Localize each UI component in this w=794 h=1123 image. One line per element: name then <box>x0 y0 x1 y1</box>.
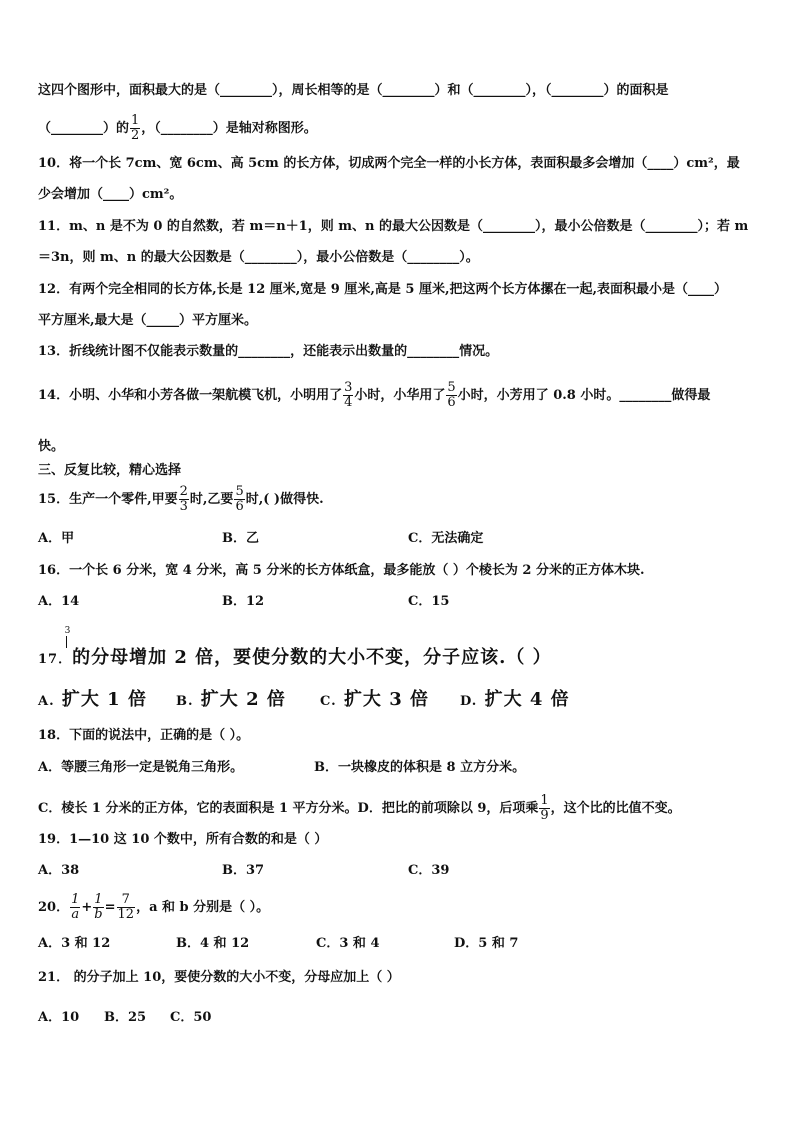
q18-option-a[interactable]: A．等腰三角形一定是锐角三角形。 <box>38 760 244 775</box>
q9-fraction: $\frac{1}{2}$ <box>131 113 140 143</box>
q21-text: 21． 的分子加上 10，要使分数的大小不变，分母应加上（ ） <box>38 970 400 985</box>
q20-option-b[interactable]: B．4 和 12 <box>176 936 250 951</box>
q15-part2: 时,乙要 <box>189 492 234 507</box>
q15-text <box>38 485 324 514</box>
q16-text: 16．一个长 6 分米，宽 4 分米，高 5 分米的长方体纸盒，最多能放（ ）个棱长为 2 分米的正方体木块. <box>38 563 645 578</box>
q16-option-a[interactable]: A．14 <box>38 594 80 609</box>
q20-fraction-1: $\frac{1}{a}$ <box>71 892 80 922</box>
q15-part3: 时,( )做得快. <box>245 492 324 507</box>
q10-line2: 少会增加（____）cm²。 <box>38 187 183 202</box>
q20-fraction-2: $\frac{1}{b}$ <box>94 892 103 922</box>
q20-options <box>38 936 518 952</box>
q14-fraction-1: $\frac{3}{4}$ <box>344 380 353 410</box>
q15-part1: 15．生产一个零件,甲要 <box>38 492 178 507</box>
section-3-title: 三、反复比较，精心选择 <box>38 463 182 478</box>
q20-option-d[interactable]: D．5 和 7 <box>454 936 519 951</box>
q21-option-c[interactable]: C．50 <box>170 1010 212 1025</box>
q9-line1: 这四个图形中，面积最大的是（________），周长相等的是（________）和（________），（________）的面积是 <box>38 83 669 98</box>
q11-line1: 11．m、n 是不为 0 的自然数，若 m＝n＋1，则 m、n 的最大公因数是（________），最小公倍数是（________）；若 m <box>38 219 749 234</box>
q16-option-b[interactable]: B．12 <box>222 594 265 609</box>
q16-option-c[interactable]: C．15 <box>408 594 450 609</box>
q9-line2-post: ，（________）是轴对称图形。 <box>141 121 317 136</box>
q19-options <box>38 863 449 879</box>
q21-options <box>38 1010 211 1026</box>
q17-fraction <box>64 626 71 648</box>
q17-text <box>38 647 552 671</box>
q21-option-a[interactable]: A．10 <box>38 1010 80 1025</box>
q15-option-a[interactable]: A．甲 <box>38 531 75 546</box>
q17-stem: 的分母增加 2 倍，要使分数的大小不变，分子应该.（ ） <box>72 647 552 668</box>
q12-line2: 平方厘米,最大是（_____）平方厘米。 <box>38 313 258 328</box>
q17-fraction-num: 3 <box>64 626 71 636</box>
q18-text: 18．下面的说法中，正确的是（ ）。 <box>38 728 250 743</box>
q14-fraction-2: $\frac{5}{6}$ <box>447 380 456 410</box>
q15-options <box>38 531 483 547</box>
q18-options-cd <box>38 794 681 823</box>
q20-stem: ，a 和 b 分别是（ ）。 <box>136 900 270 915</box>
q20-plus: + <box>81 900 93 915</box>
q17-options <box>38 689 570 713</box>
q14-part3: 小时，小芳用了 0.8 小时。________做得最 <box>457 388 711 403</box>
q14-line1 <box>38 381 710 410</box>
q9-line2 <box>38 114 317 143</box>
q10-line1: 10．将一个长 7cm、宽 6cm、高 5cm 的长方体，切成两个完全一样的小长方体，表面积最多会增加（____）cm²，最 <box>38 156 740 171</box>
q18-fraction: $\frac{1}{9}$ <box>540 793 549 823</box>
q19-option-c[interactable]: C．39 <box>408 863 450 878</box>
q20-option-c[interactable]: C．3 和 4 <box>316 936 380 951</box>
q14-line2: 快。 <box>38 439 65 454</box>
q18-option-cd-text[interactable]: C．棱长 1 分米的正方体，它的表面积是 1 平方分米。D．把比的前项除以 9，后项乘 <box>38 801 539 816</box>
q21-option-b[interactable]: B．25 <box>104 1010 147 1025</box>
q9-line2-pre: （________）的 <box>38 121 130 136</box>
q20-equals: = <box>104 900 116 915</box>
q17-option-c[interactable]: C. 扩大 3 倍 <box>320 689 429 710</box>
q20-text <box>38 893 269 922</box>
q16-options <box>38 594 449 610</box>
q17-number: 17． <box>38 652 73 667</box>
q15-option-c[interactable]: C．无法确定 <box>408 531 484 546</box>
q12-line1: 12．有两个完全相同的长方体,长是 12 厘米,宽是 9 厘米,高是 5 厘米,把这两个长方体摞在一起,表面积最小是（____） <box>38 282 728 297</box>
q14-part2: 小时，小华用了 <box>354 388 446 403</box>
q14-part1: 14．小明、小华和小芳各做一架航模飞机，小明用了 <box>38 388 343 403</box>
q19-option-b[interactable]: B．37 <box>222 863 265 878</box>
q19-text: 19．1—10 这 10 个数中，所有合数的和是（ ） <box>38 832 328 847</box>
q20-number: 20． <box>38 900 70 915</box>
q17-option-d[interactable]: D. 扩大 4 倍 <box>460 689 570 710</box>
q11-line2: ＝3n，则 m、n 的最大公因数是（________），最小公倍数是（________）。 <box>38 250 479 265</box>
q20-option-a[interactable]: A．3 和 12 <box>38 936 111 951</box>
q17-option-b[interactable]: B. 扩大 2 倍 <box>176 689 286 710</box>
q13-text: 13．折线统计图不仅能表示数量的________，还能表示出数量的________情况。 <box>38 344 499 359</box>
q15-fraction-1: $\frac{2}{3}$ <box>179 484 188 514</box>
q17-option-a[interactable]: A. 扩大 1 倍 <box>38 689 147 710</box>
q18-options-ab <box>38 760 525 776</box>
q20-fraction-3: $\frac{7}{12}$ <box>117 892 135 922</box>
q15-option-b[interactable]: B．乙 <box>222 531 259 546</box>
q19-option-a[interactable]: A．38 <box>38 863 80 878</box>
q18-option-d-end: ，这个比的比值不变。 <box>550 801 681 816</box>
q18-option-b[interactable]: B．一块橡皮的体积是 8 立方分米。 <box>314 760 526 775</box>
q15-fraction-2: $\frac{5}{6}$ <box>235 484 244 514</box>
